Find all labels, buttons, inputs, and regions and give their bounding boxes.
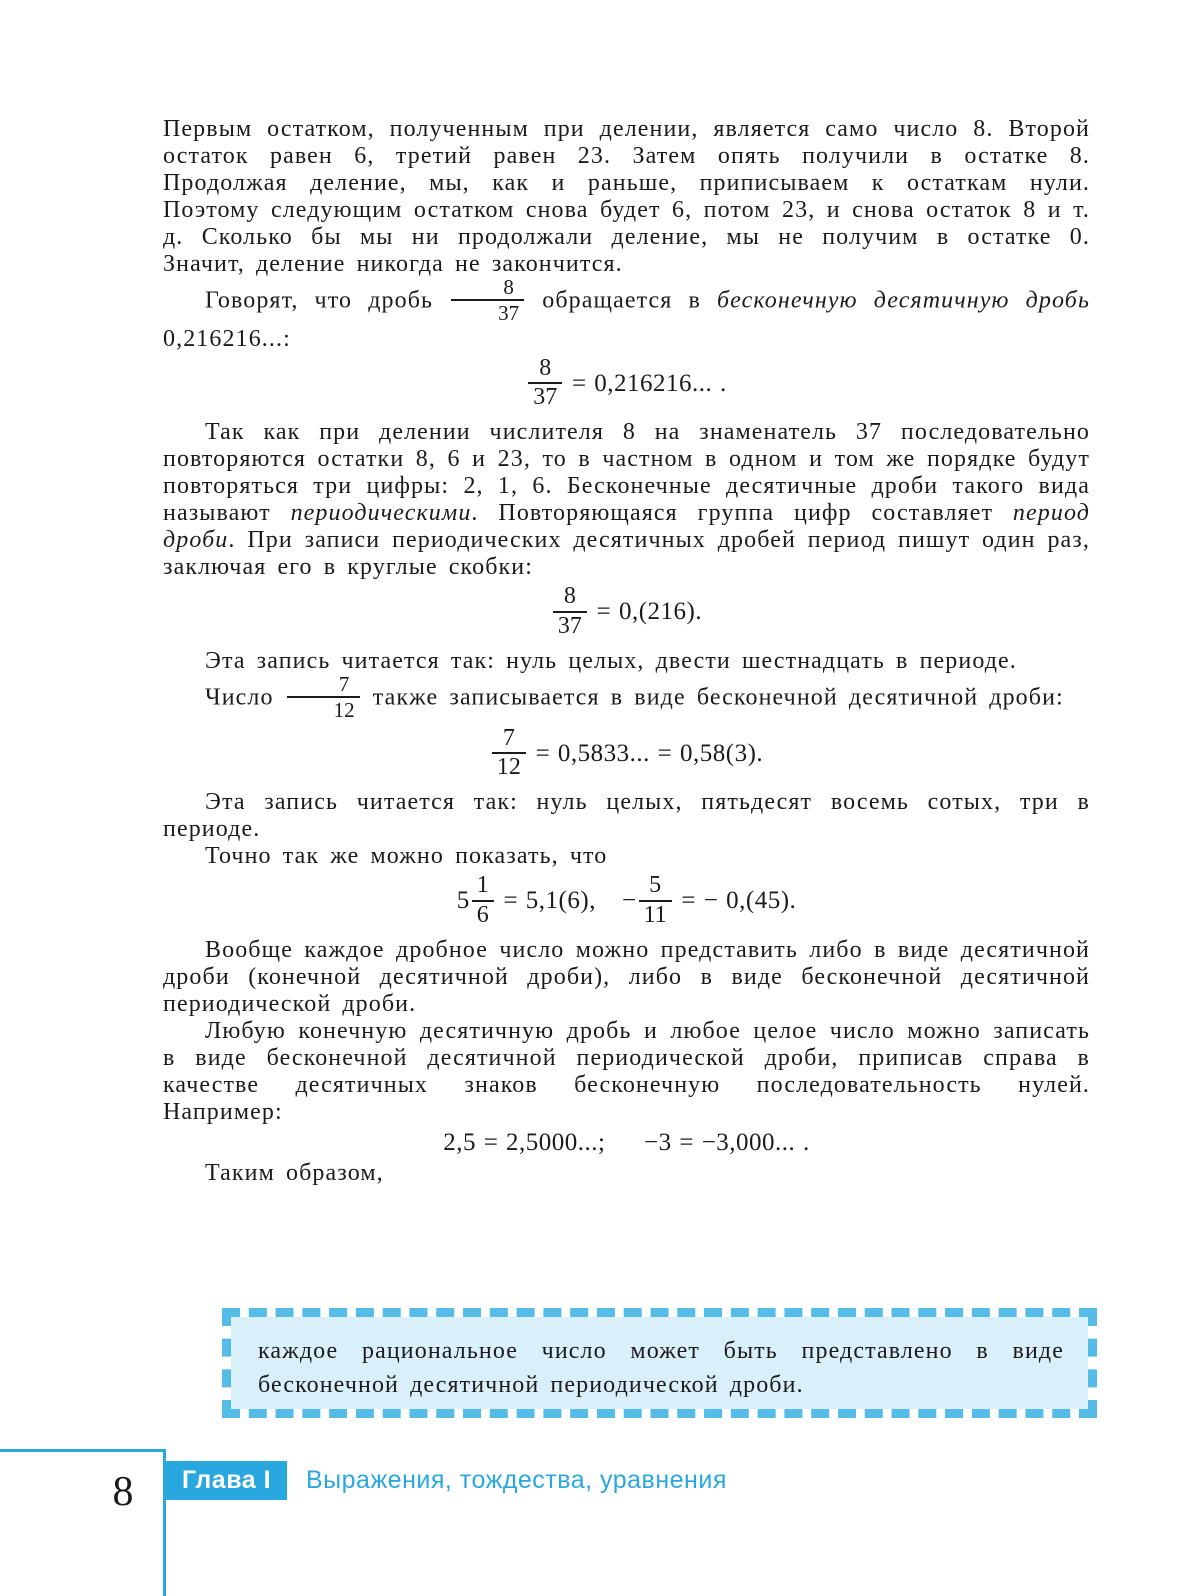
paragraph-text: . При записи периодических десятичных дробей период пишут один раз, заключая его в круглые скобки:: [163, 527, 1090, 581]
formula-7-12-period: [163, 724, 1090, 782]
paragraph-text: Эта запись читается так: нуль целых, двести шестнадцать в периоде.: [205, 647, 1017, 674]
formula-text: = 5,1(6), −: [495, 887, 637, 915]
paragraph-text: Так как при делении числителя 8 на знаменатель 37 последовательно повторяются остатки 8, 6 и 23, то в частном в одном и том же порядке будут повторяться три цифры: 2, 1, 6. Бесконечные десятичные дроби такого вида называют: [163, 419, 1090, 527]
paragraph-fraction-8-37-intro: [163, 275, 1090, 353]
formula-whole-number: 5: [456, 887, 470, 915]
page-number: 8: [112, 1469, 134, 1515]
fraction-denominator: 11: [643, 901, 667, 928]
paragraph-text: обращается в: [526, 287, 717, 314]
formula-8-37-decimal: [163, 355, 1090, 412]
fraction-7-12: [492, 726, 526, 780]
paragraph-any-finite-decimal: [163, 1018, 1090, 1126]
paragraph-text: Первым остатком, полученным при делении, является само число 8. Второй остаток равен 6, третий равен 23. Затем опять получили в остатке 8. Продолжая деление, мы, как и раньше, приписываем к остаткам нули. Поэтому следующим остатком снова будет 6, потом 23, и снова остаток 8 и т. д. Сколько бы мы ни продолжали деление, мы не получим в остатке 0. Значит, деление никогда не закончится.: [163, 116, 1090, 277]
fraction-1-6: [472, 873, 494, 927]
formula-text: = − 0,(45).: [673, 887, 797, 915]
paragraph-text: Эта запись читается так: нуль целых, пятьдесят восемь сотых, три в периоде.: [163, 789, 1090, 843]
formula-text: 2,5 = 2,5000...; −3 = −3,000... .: [443, 1128, 810, 1156]
fraction-denominator: 37: [498, 301, 520, 326]
paragraph-text: Число: [205, 684, 285, 711]
fraction-8-37: [528, 356, 562, 410]
formula-8-37-period: [163, 583, 1090, 640]
fraction-numerator: 7: [287, 673, 360, 698]
fraction-numerator: 7: [492, 726, 526, 754]
rule-statement: каждое рациональное число может быть представлено в виде бесконечной десятичной периодической дроби.: [258, 1338, 1064, 1398]
paragraph-periodic-definition: [163, 419, 1090, 581]
paragraph-likewise: [163, 843, 1090, 870]
fraction-numerator: 8: [451, 276, 524, 301]
paragraph-reading-58-3: [163, 789, 1090, 843]
paragraph-text: Вообще каждое дробное число можно представить либо в виде десятичной дроби (конечной десятичной дроби), либо в виде бесконечной десятичной периодической дроби.: [163, 936, 1090, 1017]
formula-mixed-numbers-period: [163, 872, 1090, 929]
fraction-denominator: 37: [557, 612, 582, 639]
footer-horizontal-line: [0, 1449, 166, 1452]
fraction-numerator: 1: [472, 873, 494, 901]
chapter-badge: Глава I: [166, 1461, 287, 1500]
paragraph-text: также записывается в виде бесконечной десятичной дроби:: [361, 684, 1064, 711]
paragraph-every-fraction: [163, 937, 1090, 1018]
paragraph-number-7-12: [163, 671, 1090, 723]
formula-text: = 0,5833... = 0,58(3).: [527, 739, 764, 767]
inline-fraction-7-12: [287, 673, 360, 721]
paragraph-reading-216: [163, 648, 1090, 675]
inline-fraction-8-37: [451, 276, 524, 324]
fraction-denominator: 12: [496, 754, 521, 781]
paragraph-text: 0,216216...:: [163, 326, 291, 353]
formula-text: = 0,216216... .: [564, 370, 727, 398]
fraction-numerator: 8: [553, 584, 587, 612]
paragraph-thus: [163, 1160, 1090, 1187]
formula-zero-tails: [163, 1129, 1090, 1156]
paragraph-text: Любую конечную десятичную дробь и любое целое число можно записать в виде бесконечной десятичной периодической дроби, приписав справа в качестве десятичных знаков бесконечную последовательность нулей. Например:: [163, 1017, 1090, 1125]
fraction-denominator: 12: [333, 697, 355, 722]
fraction-denominator: 6: [476, 901, 489, 928]
fraction-numerator: 8: [528, 356, 562, 384]
paragraph-text: Говорят, что дробь: [205, 287, 450, 314]
paragraph-text: . Повторяющаяся группа цифр составляет: [471, 500, 1013, 527]
formula-text: = 0,(216).: [588, 598, 703, 626]
fraction-numerator: 5: [639, 873, 672, 901]
italic-term-period: период дроби: [163, 500, 1090, 554]
fraction-denominator: 37: [533, 384, 558, 411]
paragraph-division-remainders: [163, 116, 1090, 278]
fraction-8-37: [553, 584, 587, 638]
chapter-title: Выражения, тождества, уравнения: [306, 1466, 727, 1494]
paragraph-text: Таким образом,: [205, 1159, 384, 1186]
italic-term-infinite-decimal: бесконечную десятичную дробь: [717, 287, 1090, 314]
paragraph-text: Точно так же можно показать, что: [205, 843, 608, 870]
main-text-column: [163, 116, 1090, 1187]
rule-highlight-box: [222, 1308, 1097, 1418]
fraction-5-11: [639, 873, 672, 927]
italic-term-periodic: периодическими: [290, 500, 472, 527]
